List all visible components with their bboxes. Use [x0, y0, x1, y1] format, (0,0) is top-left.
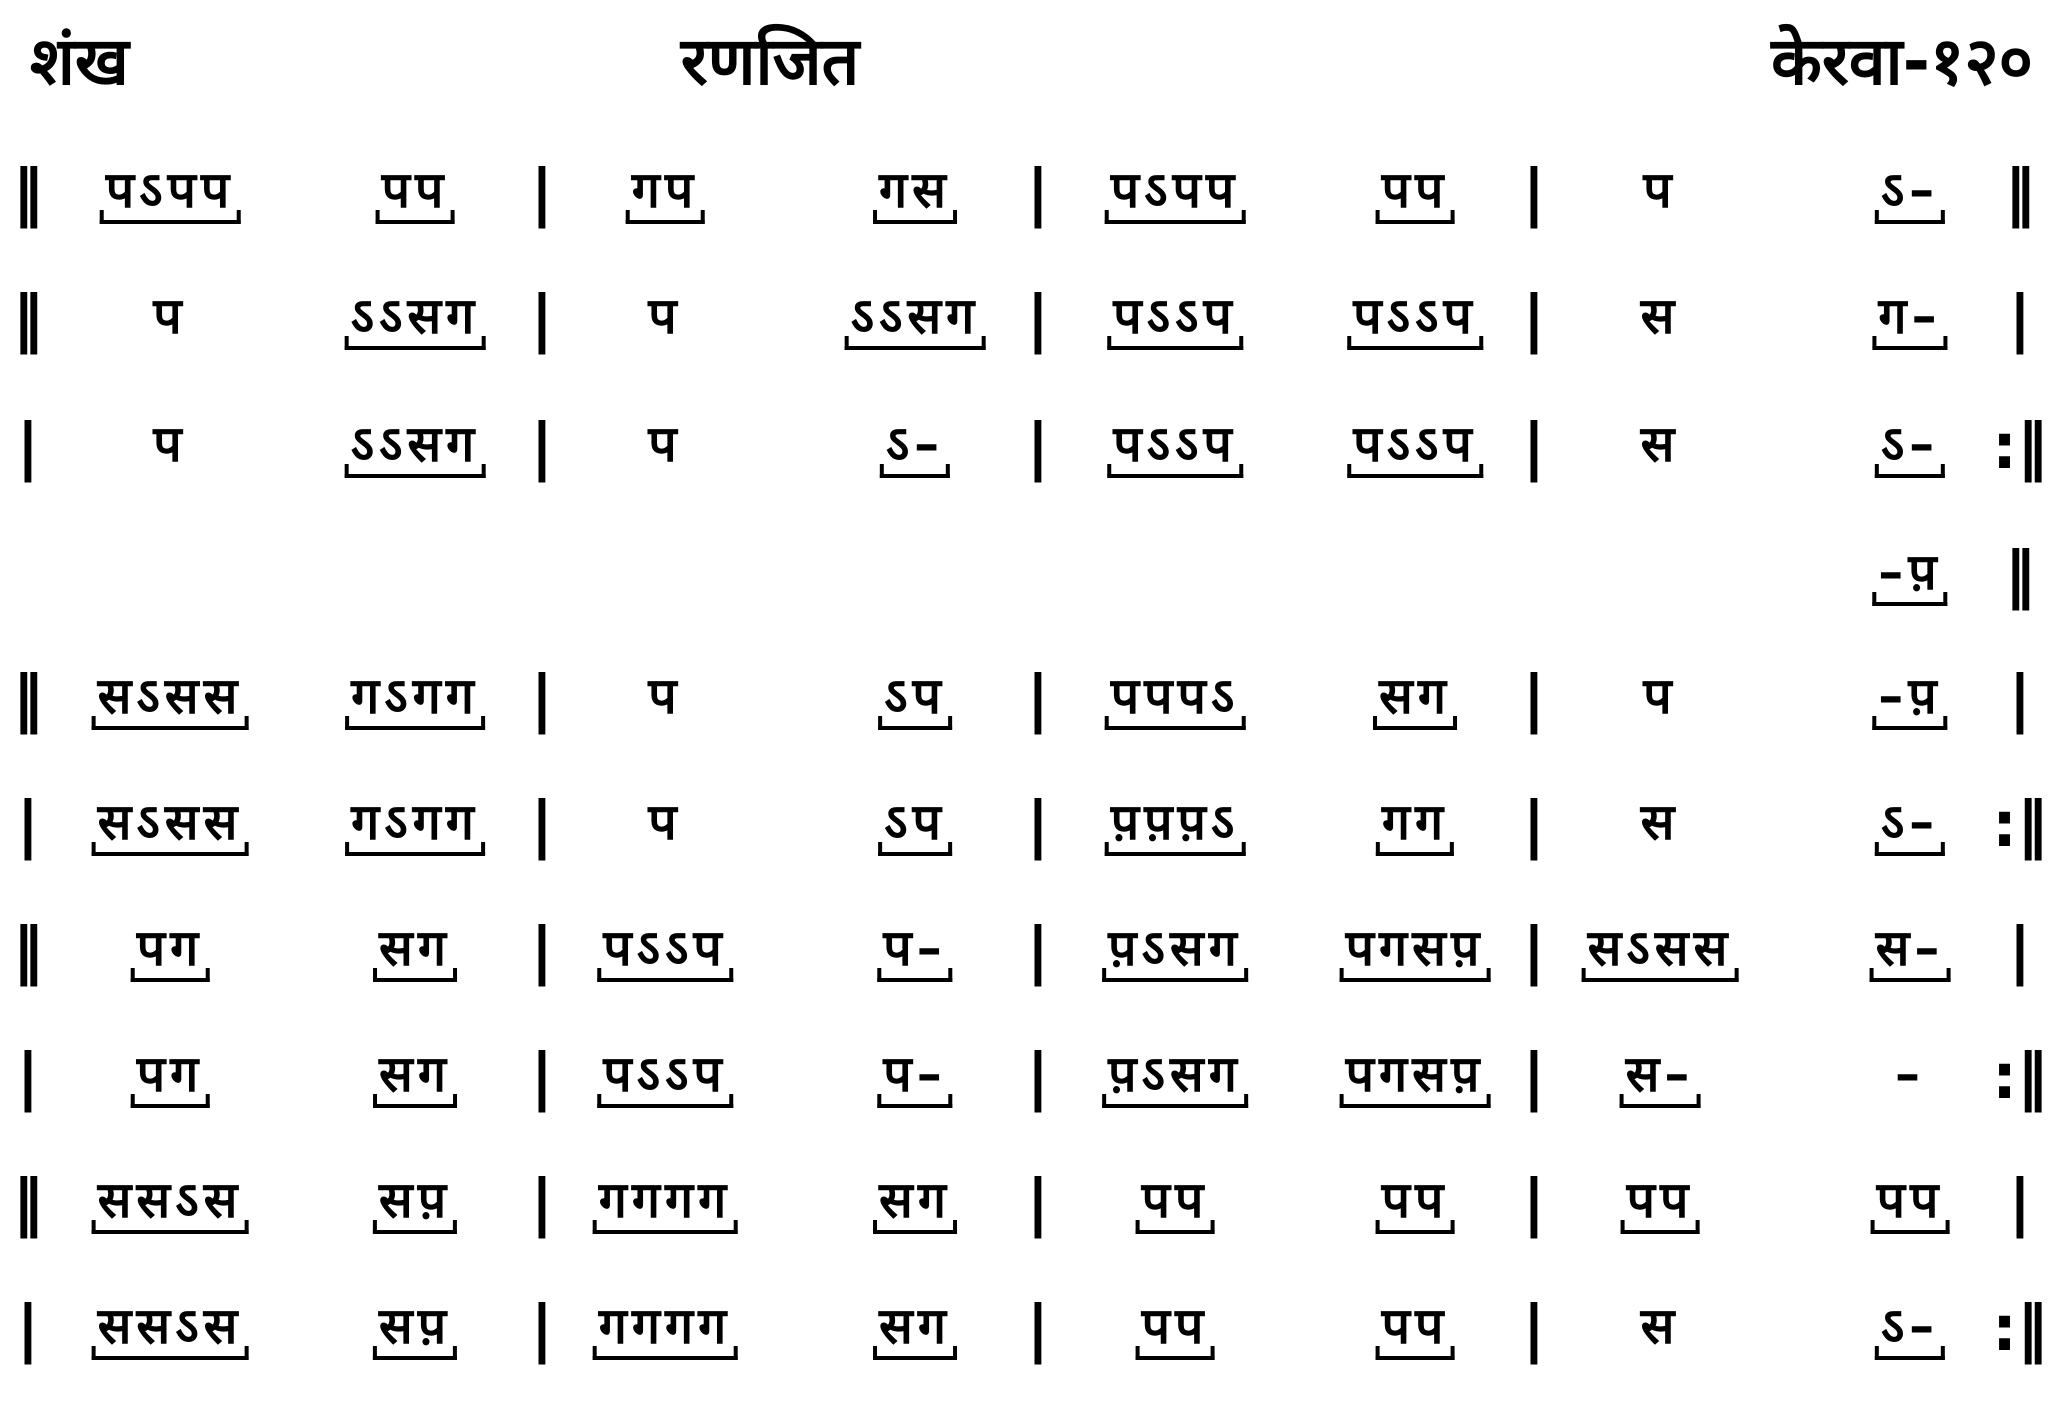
beat-group	[877, 918, 952, 982]
bar-line: |	[530, 662, 554, 735]
beat-group	[593, 1296, 738, 1360]
notation-line	[0, 1264, 2051, 1374]
bar-line: |	[530, 1292, 554, 1365]
notation-line	[0, 634, 2051, 744]
beat-group	[642, 666, 687, 726]
beat-group	[1340, 1044, 1491, 1108]
swara-notes: पऽऽप	[1107, 286, 1243, 350]
beat-group	[1105, 792, 1246, 856]
bar-line: |	[530, 156, 554, 229]
swara-notes: पऽपप	[100, 160, 241, 224]
swara-notes: प़प़प़ऽ	[1105, 792, 1246, 856]
bar-line: |	[16, 410, 40, 483]
swara-notes: स	[1640, 415, 1680, 473]
instrument-label: शंख	[30, 23, 129, 100]
beat-group	[642, 286, 687, 346]
swara-notes: सप़	[373, 1170, 457, 1234]
swara-notes: सप़	[373, 1296, 457, 1360]
swara-notes: ऽऽसग	[345, 414, 486, 478]
bar-line: |	[1522, 282, 1546, 355]
bar-line: |	[530, 914, 554, 987]
swara-notes: ऽ–	[1875, 160, 1945, 224]
notation-line	[0, 382, 2051, 492]
bar-line: |	[1026, 410, 1050, 483]
bar-line: |	[16, 788, 40, 861]
swara-notes: प	[648, 415, 682, 473]
swara-notes: पप	[1136, 1296, 1215, 1360]
swara-notes: ऽऽसग	[845, 286, 986, 350]
beat-group	[1870, 918, 1951, 982]
beat-group	[373, 1170, 457, 1234]
beat-group	[1635, 1296, 1686, 1356]
bar-line: |	[1522, 662, 1546, 735]
swara-notes: ऽ–	[1875, 414, 1945, 478]
beat-group	[878, 792, 952, 856]
swara-notes: गगगग	[593, 1296, 738, 1360]
swara-notes: स	[1640, 1297, 1680, 1355]
notation-line	[0, 128, 2051, 238]
beat-group	[1102, 1044, 1248, 1108]
swara-notes: प	[648, 793, 682, 851]
swara-notes: पऽऽप	[597, 918, 733, 982]
swara-notes: पप	[376, 160, 455, 224]
bar-line: :‖	[1992, 1040, 2048, 1113]
beat-group	[92, 1296, 249, 1360]
swara-notes: गऽगग	[345, 666, 485, 730]
beat-group	[1582, 918, 1739, 982]
beat-group	[1871, 1170, 1950, 1234]
swara-notes: सग	[373, 1044, 457, 1108]
bar-line: |	[1522, 156, 1546, 229]
bar-line: :‖	[1992, 410, 2048, 483]
beat-group	[1635, 414, 1686, 474]
beat-group	[878, 666, 952, 730]
bar-line: |	[1522, 1040, 1546, 1113]
beat-group	[877, 1044, 952, 1108]
beat-group	[1373, 666, 1457, 730]
bar-line: |	[530, 1040, 554, 1113]
bar-line: |	[2008, 662, 2032, 735]
beat-group	[1875, 792, 1945, 856]
swara-notes: ग–	[1872, 286, 1947, 350]
beat-group	[147, 414, 192, 474]
beat-group	[376, 160, 455, 224]
swara-notes: गऽगग	[345, 792, 485, 856]
swara-notes: पप	[1376, 1170, 1455, 1234]
swara-notes: सऽसस	[1582, 918, 1739, 982]
swara-notes: सऽसस	[92, 666, 249, 730]
swara-notes: ऽ–	[1875, 792, 1945, 856]
beat-group	[131, 918, 210, 982]
notation-line	[0, 510, 2051, 620]
bar-line: |	[530, 788, 554, 861]
swara-notes: पगसप़	[1340, 1044, 1491, 1108]
beat-group	[873, 160, 957, 224]
bar-line: |	[1522, 914, 1546, 987]
beat-group	[1376, 1170, 1455, 1234]
notation-line	[0, 886, 2051, 996]
beat-group	[92, 666, 249, 730]
swara-notes: पप	[1376, 1296, 1455, 1360]
beat-group	[345, 792, 485, 856]
swara-notes: पऽऽप	[1107, 414, 1243, 478]
beat-group	[1340, 918, 1491, 982]
swara-notes: सऽसस	[92, 792, 249, 856]
bar-line: |	[1522, 1166, 1546, 1239]
bar-line: |	[16, 1040, 40, 1113]
bar-line: :‖	[1992, 1292, 2048, 1365]
beat-group	[642, 792, 687, 852]
notation-line	[0, 1012, 2051, 1122]
notation-line	[0, 1138, 2051, 1248]
bar-line: ‖	[12, 156, 44, 229]
swara-notes: पप	[1871, 1170, 1950, 1234]
swara-notes: ऽप	[878, 792, 952, 856]
swara-notes: पप	[1376, 160, 1455, 224]
beat-group	[1635, 286, 1686, 346]
swara-notes: सग	[373, 918, 457, 982]
beat-group	[1347, 286, 1483, 350]
bar-line: |	[1026, 1292, 1050, 1365]
beat-group	[1872, 666, 1947, 730]
bar-line: |	[1026, 1040, 1050, 1113]
beat-group	[92, 792, 249, 856]
bar-line: |	[1026, 282, 1050, 355]
swara-notes: प	[648, 287, 682, 345]
swara-notes: गप	[626, 160, 705, 224]
beat-group	[92, 1170, 249, 1234]
bar-line: |	[2008, 914, 2032, 987]
beat-group	[100, 160, 241, 224]
bar-line: ‖	[12, 282, 44, 355]
beat-group	[1107, 286, 1243, 350]
beat-group	[873, 1170, 957, 1234]
swara-notes: प	[153, 287, 187, 345]
swara-notes: गस	[873, 160, 957, 224]
beat-group	[1620, 1044, 1701, 1108]
bar-line: |	[1026, 788, 1050, 861]
swara-notes: पप	[1136, 1170, 1215, 1234]
swara-notes: प़ऽसग	[1102, 1044, 1248, 1108]
bar-line: |	[530, 282, 554, 355]
swara-notes: प़ऽसग	[1102, 918, 1248, 982]
beat-group	[373, 1296, 457, 1360]
swara-notes: ससऽस	[92, 1170, 249, 1234]
swara-notes: पऽपप	[1105, 160, 1246, 224]
bar-line: |	[1522, 788, 1546, 861]
swara-notes: प–	[877, 918, 952, 982]
beat-group	[373, 1044, 457, 1108]
beat-group	[593, 1170, 738, 1234]
swara-notes: पग	[131, 1044, 210, 1108]
swara-notes: ऽऽसग	[345, 286, 486, 350]
swara-notes: –प़	[1872, 542, 1947, 606]
swara-notes: स	[1640, 793, 1680, 851]
swara-notes: ससऽस	[92, 1296, 249, 1360]
bar-line: ‖	[12, 662, 44, 735]
beat-group	[597, 1044, 733, 1108]
taal-tempo-label: केरवा-१२०	[1771, 23, 2033, 100]
swara-notes: पपपऽ	[1105, 666, 1246, 730]
notation-line	[0, 254, 2051, 364]
swara-notes: प	[153, 415, 187, 473]
beat-group	[880, 414, 950, 478]
beat-group	[1635, 792, 1686, 852]
swara-notes: पगसप़	[1340, 918, 1491, 982]
bar-line: |	[1026, 914, 1050, 987]
swara-notes: ऽ–	[1875, 1296, 1945, 1360]
notation-line	[0, 760, 2051, 870]
beat-group	[1376, 1296, 1455, 1360]
swara-notes: स–	[1620, 1044, 1701, 1108]
bar-line: |	[2008, 1166, 2032, 1239]
swara-notes: सग	[873, 1296, 957, 1360]
swara-notes: ऽप	[878, 666, 952, 730]
beat-group	[1136, 1170, 1215, 1234]
swara-notes: प–	[877, 1044, 952, 1108]
swara-notes: गग	[1376, 792, 1454, 856]
beat-group	[345, 666, 485, 730]
swara-notes: सग	[873, 1170, 957, 1234]
beat-group	[345, 414, 486, 478]
beat-group	[1637, 666, 1682, 726]
swara-notes: ऽ–	[880, 414, 950, 478]
beat-group	[1875, 160, 1945, 224]
bar-line: |	[2008, 282, 2032, 355]
swara-notes: प	[1643, 667, 1677, 725]
swara-notes: सग	[1373, 666, 1457, 730]
beat-group	[147, 286, 192, 346]
beat-group	[1621, 1170, 1700, 1234]
beat-group	[1376, 160, 1455, 224]
beat-group	[1637, 160, 1682, 220]
beat-group	[373, 918, 457, 982]
beat-group	[1889, 1044, 1931, 1104]
bar-line: ‖	[12, 914, 44, 987]
bar-line: :‖	[1992, 788, 2048, 861]
beat-group	[131, 1044, 210, 1108]
swara-notes: पप	[1621, 1170, 1700, 1234]
bar-line: |	[530, 410, 554, 483]
bar-line: |	[1026, 662, 1050, 735]
beat-group	[1105, 160, 1246, 224]
bar-line: |	[1522, 410, 1546, 483]
beat-group	[1347, 414, 1483, 478]
bar-line: ‖	[2004, 156, 2036, 229]
beat-group	[1376, 792, 1454, 856]
beat-group	[1107, 414, 1243, 478]
bar-line: |	[1026, 156, 1050, 229]
bar-line: |	[530, 1166, 554, 1239]
beat-group	[1875, 1296, 1945, 1360]
bar-line: ‖	[2004, 538, 2036, 611]
bar-line: |	[1522, 1292, 1546, 1365]
bar-line: ‖	[12, 1166, 44, 1239]
bar-line: |	[1026, 1166, 1050, 1239]
beat-group	[1136, 1296, 1215, 1360]
swara-notes: स	[1640, 287, 1680, 345]
beat-group	[642, 414, 687, 474]
beat-group	[1872, 286, 1947, 350]
swara-notes: पग	[131, 918, 210, 982]
beat-group	[597, 918, 733, 982]
swara-notes: प	[648, 667, 682, 725]
swara-notes: स–	[1870, 918, 1951, 982]
swara-notes: –प़	[1872, 666, 1947, 730]
beat-group	[1875, 414, 1945, 478]
beat-group	[1872, 542, 1947, 606]
swara-notes: प	[1643, 161, 1677, 219]
beat-group	[345, 286, 486, 350]
piece-title: रणजित	[680, 23, 860, 100]
beat-group	[1102, 918, 1248, 982]
beat-group	[626, 160, 705, 224]
beat-group	[873, 1296, 957, 1360]
swara-notes: गगगग	[593, 1170, 738, 1234]
swara-notes: पऽऽप	[1347, 414, 1483, 478]
beat-group	[845, 286, 986, 350]
swara-notes: पऽऽप	[597, 1044, 733, 1108]
bar-line: |	[16, 1292, 40, 1365]
swara-notes: –	[1895, 1045, 1925, 1103]
swara-notes: पऽऽप	[1347, 286, 1483, 350]
beat-group	[1105, 666, 1246, 730]
